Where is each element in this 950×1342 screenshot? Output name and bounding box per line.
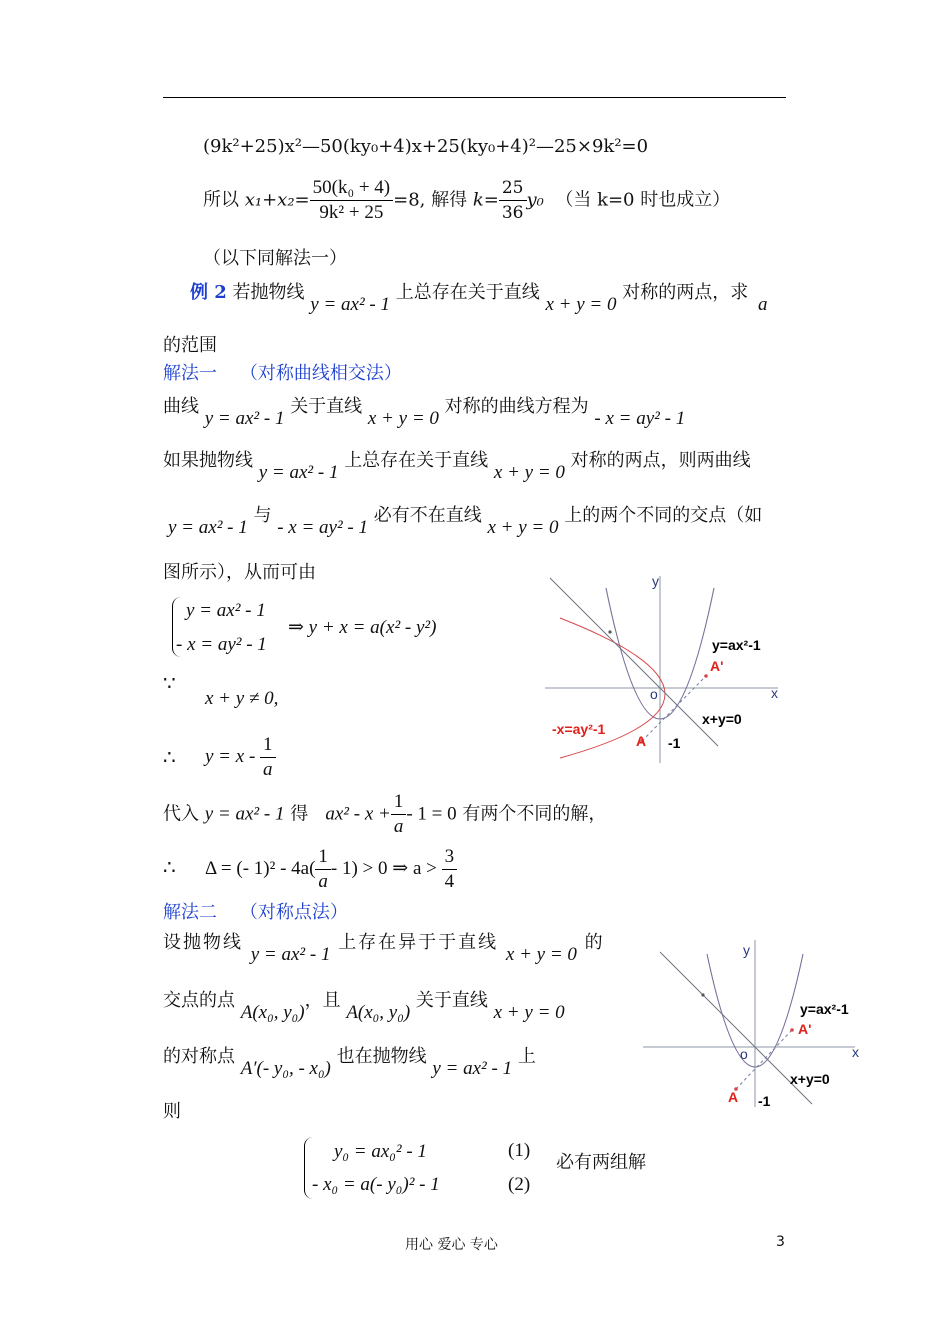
method-two-title: 解法二 （对称点法） [163, 902, 348, 923]
fig2-point-a-prime [790, 1028, 794, 1032]
two-solutions-note: 必有两组解 [556, 1152, 646, 1173]
k-fraction: $\frac{25}{36}$ [499, 176, 527, 225]
equation-1: y₀ = ax₀² - 1 [334, 1141, 427, 1162]
fig2-origin-label: o [740, 1046, 748, 1062]
expanded-equation: (9k²+25)x²—50(ky₀+4)x+25(ky₀+4)²—25×9k²=0 [203, 136, 649, 157]
fig1-a-label: A [636, 733, 647, 749]
system-equation-1: y = ax² - 1 [186, 600, 266, 621]
footer-motto: 用心 爱心 专心 [405, 1237, 498, 1253]
page-number: 3 [776, 1234, 785, 1250]
therefore-symbol-2: ∴ [163, 855, 176, 879]
fig1-minus-one-label: -1 [668, 735, 681, 751]
fig2-a-label: A [728, 1089, 739, 1105]
fig1-point-a-prime [704, 674, 708, 678]
sum-fraction: $\frac{\text{50(k₀ + 4)}}{\text{9k² + 25}}$ [310, 176, 394, 225]
fig2-intersection [701, 993, 704, 996]
method-one-title: 解法一 （对称曲线相交法） [163, 363, 402, 384]
equation-2-number: (2) [508, 1174, 531, 1195]
figure-1-graph [540, 568, 790, 768]
header-rule [163, 97, 786, 98]
example-2-statement-end: 的范围 [163, 335, 217, 356]
figure-2-graph [640, 932, 870, 1112]
system-equation-2: - x = ay² - 1 [176, 634, 267, 655]
therefore-symbol: ∴ [163, 745, 176, 769]
substitution-line: 代入 y = ax² - 1 得 ax² - x + $\frac{1}{a}$ - 1 = 0 有两个不同的解， [163, 791, 607, 837]
because-symbol: ∵ [163, 671, 176, 695]
fig2-parabola-label: y=ax²-1 [800, 1001, 849, 1017]
equation-2: - x₀ = a(- y₀)² - 1 [312, 1174, 440, 1195]
fig2-a-prime-label: A' [798, 1021, 812, 1037]
method-one-step-3: y = ax² - 1 与 - x = ay² - 1 必有不在直线 x + y = 0 上的两个不同的交点（如 [168, 505, 763, 538]
fig1-line-label: x+y=0 [702, 711, 742, 727]
fig1-a-prime-label: A' [710, 658, 724, 674]
implies-equation: ⇒ y + x = a(x² - y²) [288, 617, 437, 638]
equation-1-number: (1) [508, 1140, 531, 1161]
method-one-step-4: 图所示），从而可由 [163, 562, 316, 583]
method-one-step-1: 曲线 y = ax² - 1 关于直线 x + y = 0 对称的曲线方程为 - x = ay² - 1 [163, 396, 686, 429]
fig1-parabola-label: y=ax²-1 [712, 637, 761, 653]
fig1-x-label: x [771, 685, 778, 701]
fig2-minus-one-label: -1 [758, 1093, 771, 1109]
sum-of-roots-line: 所以 x₁+x₂= $\frac{\text{50(k₀ + 4)}}{\text{9k² + 25}}$ =8, 解得 k= $\frac{25}{36}$ y₀ （当 k=0 时也成立） [203, 177, 731, 223]
discriminant-inequality: Δ = (- 1)² - 4a( $\frac{1}{a}$ - 1) > 0 ⇒ a > $\frac{3}{4}$ [205, 845, 457, 894]
method-two-step-3: 的对称点 A′(- y₀, - x₀) 也在抛物线 y = ax² - 1 上 [163, 1046, 536, 1079]
y-equals-x-minus-1-over-a: y = x - $\frac{1}{a}$ [205, 733, 276, 782]
fig1-sym-curve-label: -x=ay²-1 [552, 721, 606, 737]
method-two-step-4: 则 [163, 1101, 181, 1122]
fig2-line-label: x+y=0 [790, 1071, 830, 1087]
method-two-step-2: 交点的点 A(x₀, y₀)，且 A(x₀, y₀) 关于直线 x + y = 0 [163, 990, 565, 1023]
fig1-origin-label: o [650, 686, 658, 702]
fig1-intersection [608, 630, 611, 633]
fig1-y-label: y [652, 573, 659, 589]
example-2-statement: 例 2 若抛物线 y = ax² - 1 上总存在关于直线 x + y = 0 对称的两点，求 a [190, 282, 768, 315]
not-equal-condition: x + y ≠ 0, [205, 688, 279, 709]
method-two-step-1: 设抛物线 y = ax² - 1 上存在异于于直线 x + y = 0 的 [163, 932, 605, 965]
same-as-method-one: （以下同解法一） [203, 248, 347, 269]
fig2-x-label: x [852, 1044, 859, 1060]
fig2-y-label: y [743, 942, 750, 958]
method-one-step-2: 如果抛物线 y = ax² - 1 上总存在关于直线 x + y = 0 对称的两点，则两曲线 [163, 450, 751, 483]
